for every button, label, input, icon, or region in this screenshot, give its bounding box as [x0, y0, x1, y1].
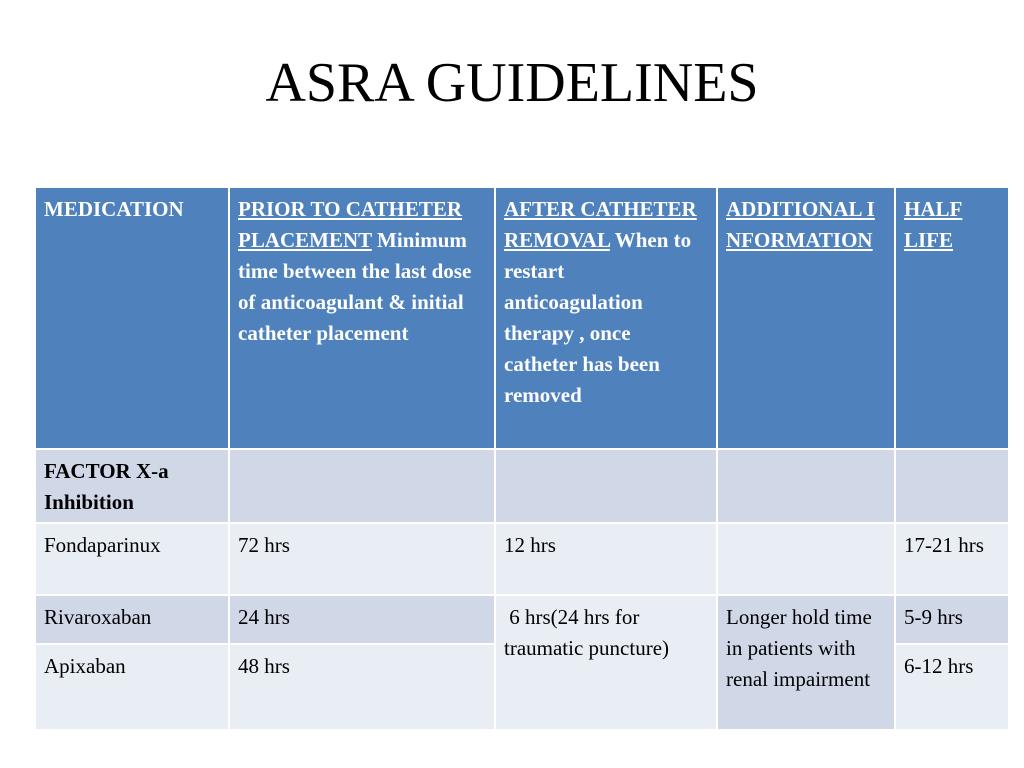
- header-half-life-label: HALF LIFE: [904, 197, 963, 252]
- additional-cell: [717, 523, 895, 595]
- group-empty-cell: [717, 449, 895, 523]
- header-prior-title: PRIOR TO CATHETER PLACEMENT: [238, 197, 463, 252]
- header-additional-label: ADDITIONAL INFORMATION: [726, 197, 875, 252]
- half-life-cell: 6-12 hrs: [895, 644, 1009, 730]
- table-row: [35, 595, 1009, 644]
- medication-cell: Apixaban: [35, 644, 229, 730]
- half-life-cell: 17-21 hrs: [895, 523, 1009, 595]
- header-after-desc: When to restart anticoagulation therapy , once catheter has been removed: [504, 228, 692, 407]
- after-cell: 6 hrs(24 hrs for traumatic puncture): [495, 595, 717, 730]
- group-empty-cell: [495, 449, 717, 523]
- prior-cell: 72 hrs: [229, 523, 495, 595]
- medication-cell: Fondaparinux: [35, 523, 229, 595]
- after-cell: 12 hrs: [495, 523, 717, 595]
- header-row: [35, 187, 1009, 449]
- header-after-title: AFTER CATHETER REMOVAL: [504, 197, 697, 252]
- header-medication-label: MEDICATION: [44, 197, 184, 221]
- half-life-cell: 5-9 hrs: [895, 595, 1009, 644]
- slide-title: ASRA GUIDELINES: [265, 52, 759, 114]
- medication-cell: Rivaroxaban: [35, 595, 229, 644]
- group-row: [35, 449, 1009, 523]
- table-row: [35, 523, 1009, 595]
- header-after: [495, 187, 717, 449]
- group-empty-cell: [229, 449, 495, 523]
- group-empty-cell: [895, 449, 1009, 523]
- group-label: FACTOR X-a Inhibition: [35, 449, 229, 523]
- header-medication: [35, 187, 229, 449]
- header-additional: [717, 187, 895, 449]
- prior-cell: 24 hrs: [229, 595, 495, 644]
- header-prior: [229, 187, 495, 449]
- header-prior-desc: Minimum time between the last dose of anticoagulant & initial catheter placement: [238, 228, 472, 345]
- guidelines-table: [34, 186, 1010, 731]
- prior-cell: 48 hrs: [229, 644, 495, 730]
- additional-cell: Longer hold time in patients with renal impairment: [717, 595, 895, 730]
- header-half-life: [895, 187, 1009, 449]
